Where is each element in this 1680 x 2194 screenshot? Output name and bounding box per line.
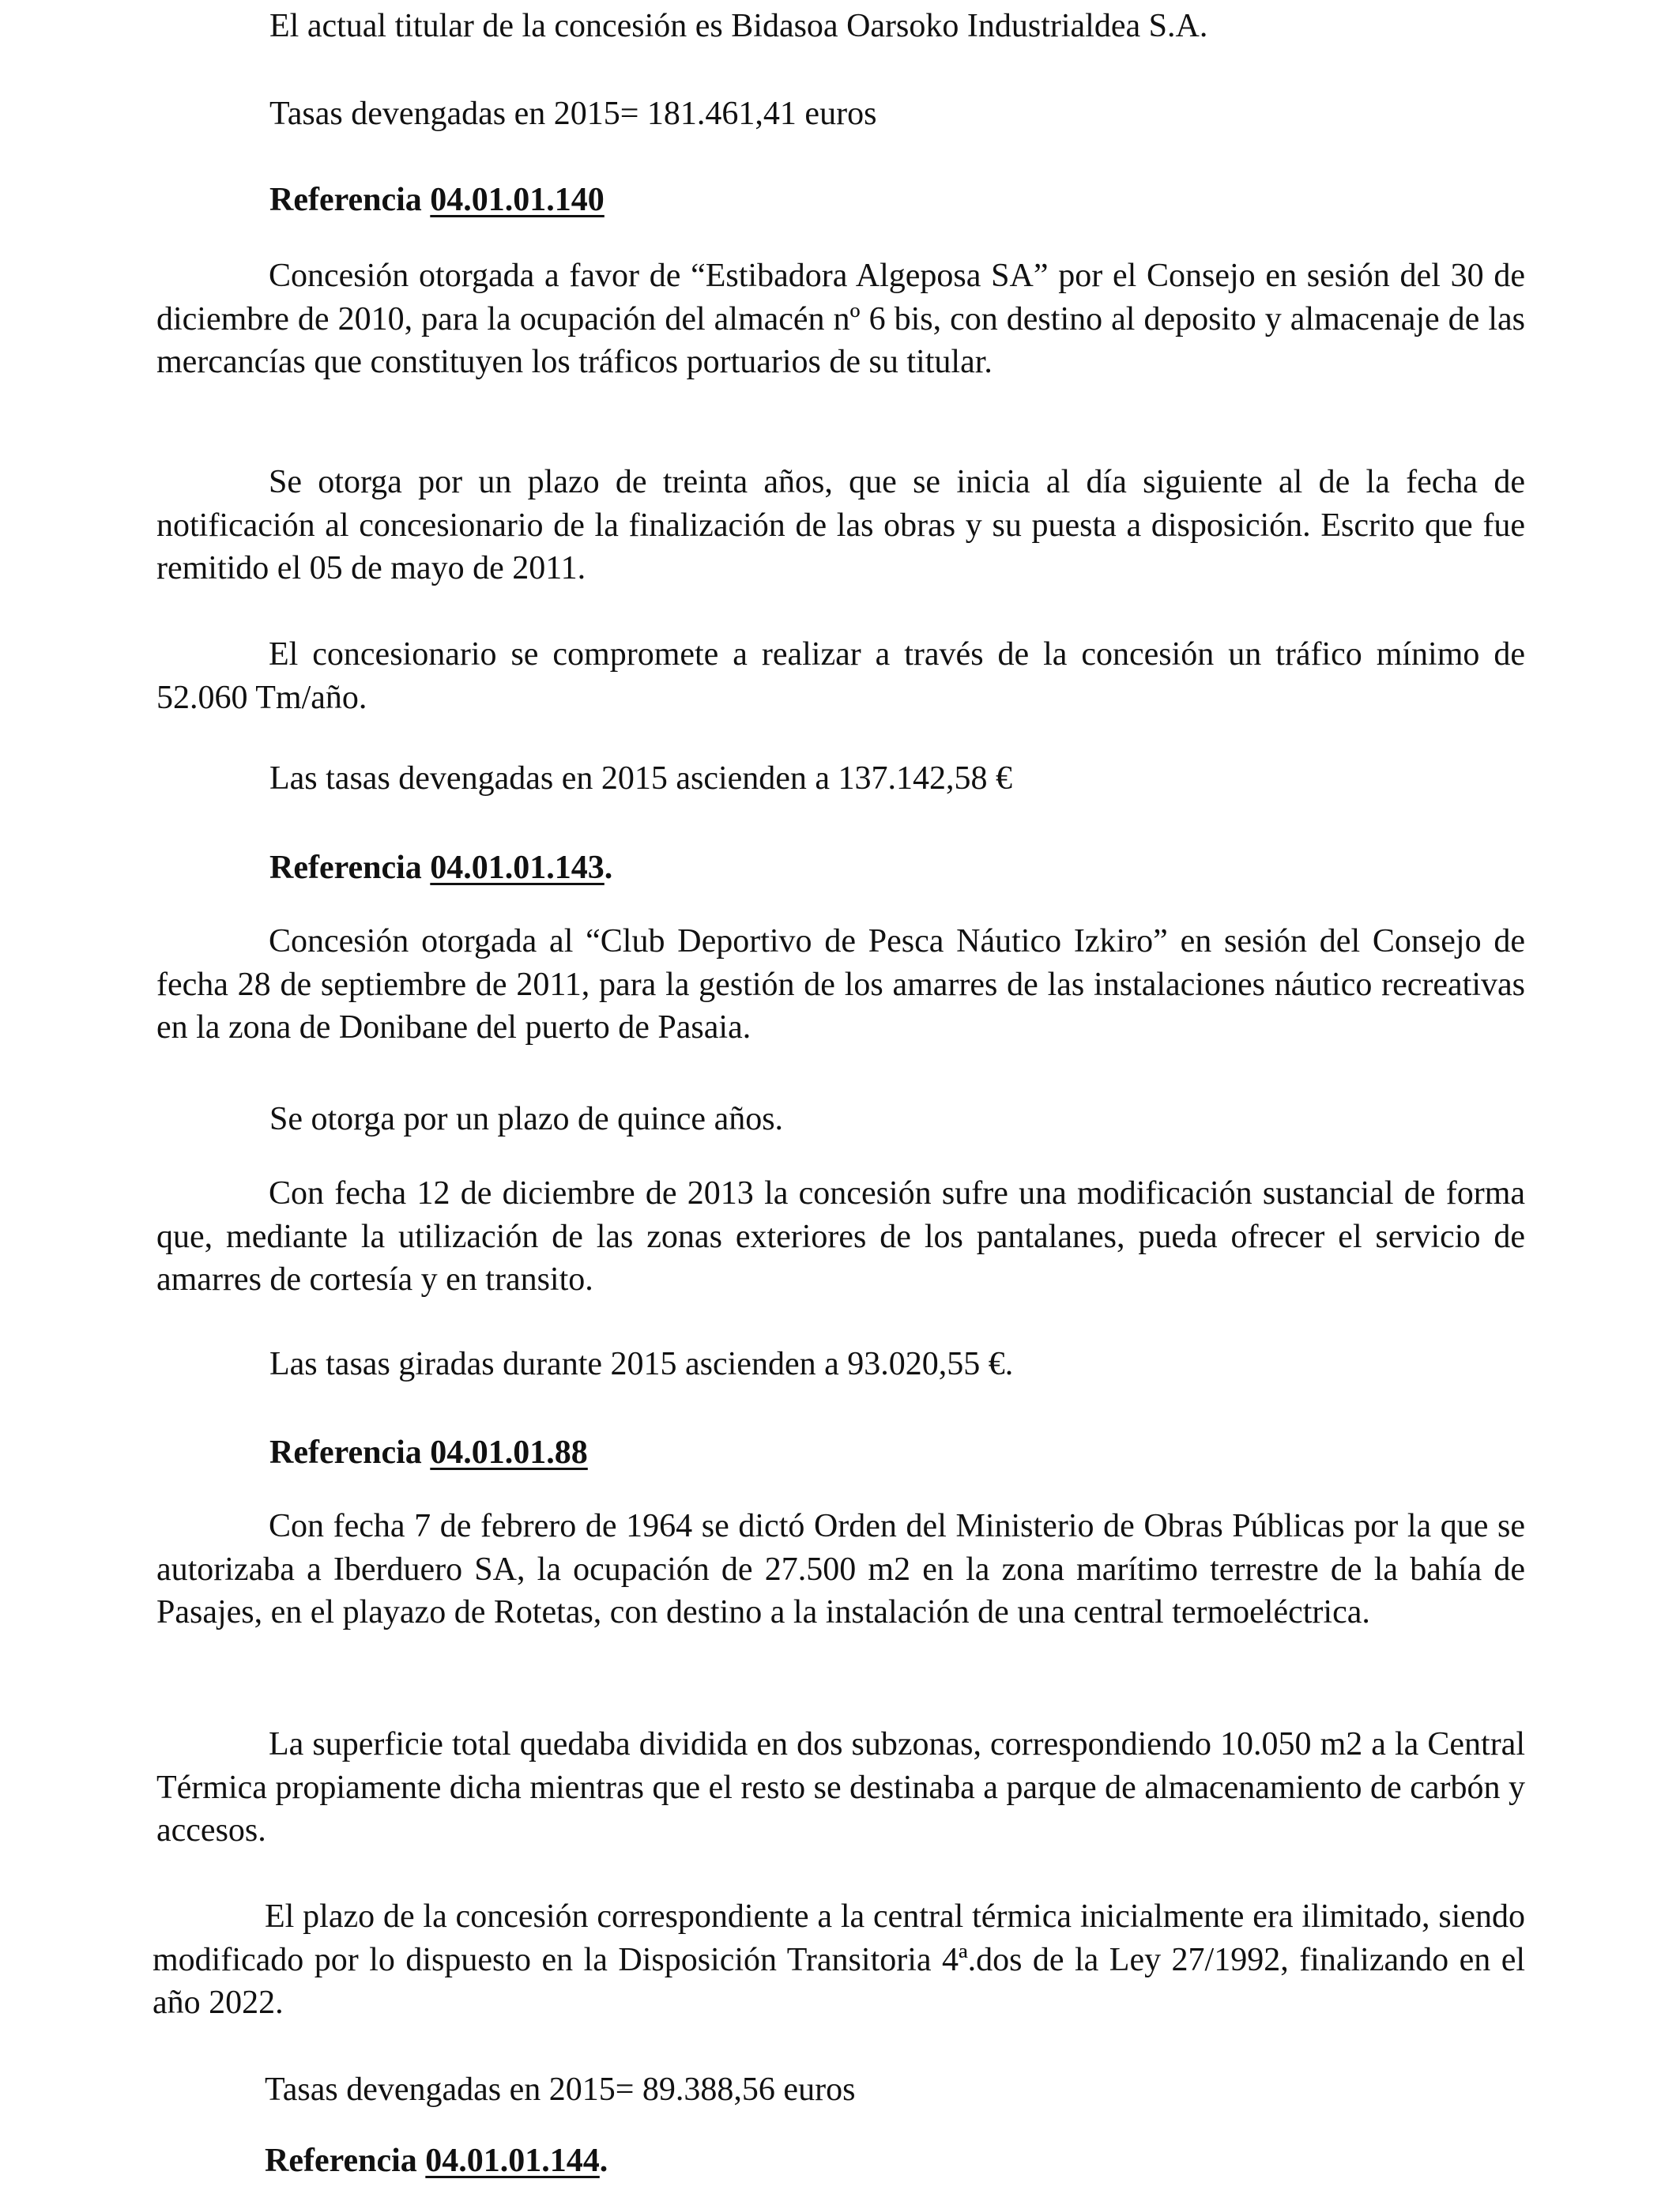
reference-label: Referencia <box>269 1434 422 1471</box>
reference-code: 04.01.01.144 <box>425 2143 600 2179</box>
reference-label: Referencia <box>269 182 422 218</box>
reference-heading-143 <box>269 846 612 889</box>
paragraph-fees-2015-b: Las tasas devengadas en 2015 ascienden a 137.142,58 € <box>269 760 1013 797</box>
paragraph-modification-2013: Con fecha 12 de diciembre de 2013 la concesión sufre una modificación sustancial de forma que, mediante la utilización de las zonas exteriores de los pantalanes, pueda ofrecer el servicio de amarres de cortesía y en transito. <box>156 1175 1525 1298</box>
paragraph-surface-subzones: La superficie total quedaba dividida en dos subzonas, correspondiendo 10.050 m2 a la Central Térmica propiamente dicha mientras que el resto se destinaba a parque de almacenamiento de carbón y accesos. <box>156 1726 1525 1849</box>
reference-code: 04.01.01.88 <box>430 1434 588 1471</box>
reference-heading-144 <box>265 2139 608 2182</box>
paragraph-term-fifteen-years: Se otorga por un plazo de quince años. <box>269 1101 784 1137</box>
paragraph-fees-2015-d: Tasas devengadas en 2015= 89.388,56 euros <box>265 2071 856 2108</box>
paragraph-concession-holder: El actual titular de la concesión es Bidasoa Oarsoko Industrialdea S.A. <box>269 8 1208 44</box>
paragraph-iberduero-1964: Con fecha 7 de febrero de 1964 se dictó Orden del Ministerio de Obras Públicas por la que se autorizaba a Iberduero SA, la ocupación de 27.500 m2 en la zona marítimo terrestre de la bahía de Pasajes, en el playazo de Rotetas, con destino a la instalación de una central termoeléctrica. <box>156 1508 1525 1630</box>
reference-suffix: . <box>599 2143 608 2179</box>
paragraph-fees-2015-c: Las tasas giradas durante 2015 ascienden a 93.020,55 €. <box>269 1346 1014 1382</box>
reference-suffix: . <box>604 850 613 886</box>
paragraph-fees-2015-a: Tasas devengadas en 2015= 181.461,41 euros <box>269 96 877 132</box>
paragraph-club-izkiro-concession: Concesión otorgada al “Club Deportivo de Pesca Náutico Izkiro” en sesión del Consejo de fecha 28 de septiembre de 2011, para la gestión de los amarres de las instalaciones náutico recreativas en la zona de Donibane del puerto de Pasaia. <box>156 923 1525 1046</box>
reference-heading-88 <box>269 1431 588 1474</box>
reference-label: Referencia <box>265 2143 417 2179</box>
paragraph-concession-term-2022: El plazo de la concesión correspondiente a la central térmica inicialmente era ilimitado, siendo modificado por lo dispuesto en la Disposición Transitoria 4ª.dos de la Ley 27/1992, finalizando en el año 2022. <box>153 1898 1525 2021</box>
paragraph-minimum-traffic: El concesionario se compromete a realizar a través de la concesión un tráfico mínimo de 52.060 Tm/año. <box>156 636 1525 716</box>
reference-label: Referencia <box>269 850 422 886</box>
paragraph-term-thirty-years: Se otorga por un plazo de treinta años, que se inicia al día siguiente al de la fecha de notificación al concesionario de la finalización de las obras y su puesta a disposición. Escrito que fue remitido el 05 de mayo de 2011. <box>156 464 1525 586</box>
paragraph-algeposa-concession: Concesión otorgada a favor de “Estibadora Algeposa SA” por el Consejo en sesión del 30 de diciembre de 2010, para la ocupación del almacén nº 6 bis, con destino al deposito y almacenaje de las mercancías que constituyen los tráficos portuarios de su titular. <box>156 258 1525 380</box>
reference-code: 04.01.01.140 <box>430 182 605 218</box>
reference-code: 04.01.01.143 <box>430 850 605 886</box>
reference-heading-140 <box>269 179 605 221</box>
